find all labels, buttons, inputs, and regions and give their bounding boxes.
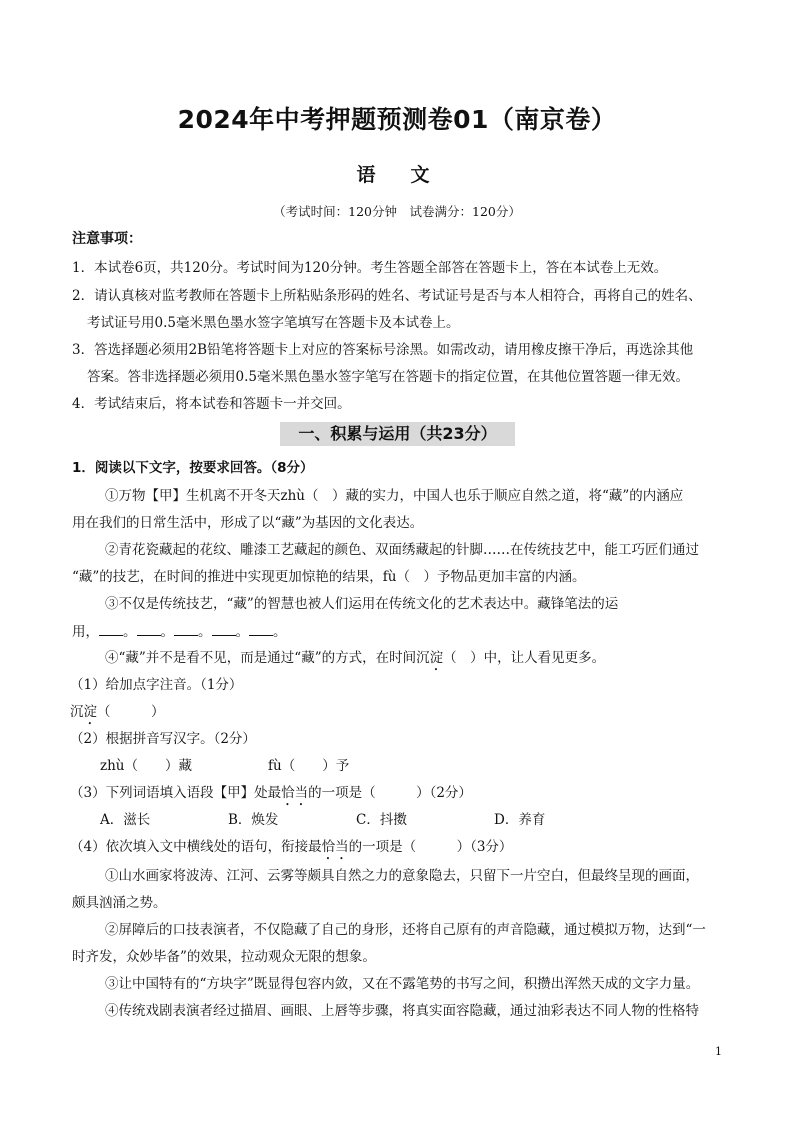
sentence-sep: 。 [198,624,212,640]
subquestion-1: （1）给加点字注音。（1分） [70,677,243,693]
subquestion-4-pre: （4）依次填入文中横线处的语句，衔接最 [70,839,322,855]
paragraph-2b: “藏”的技艺，在时间的推进中实现更加惊艳的结果，fù（ ）予物品更加丰富的内涵。 [72,569,586,585]
subject-title: 语 文 [356,164,438,186]
question-1-stem: 1．阅读以下文字，按要求回答。（8分） [72,460,314,476]
subquestion-2-answers [100,757,724,775]
paragraph-3b-prefix: 用， [72,624,99,640]
section-heading: 一、积累与运用（共23分） [280,422,515,446]
paragraph-3a: ③不仅是传统技艺，“藏”的智慧也被人们运用在传统文化的艺术表达中。藏锋笔法的运 [105,596,619,612]
subquestion-3-options [100,811,724,829]
sentence-2a: ②屏障后的口技表演者，不仅隐藏了自己的身形，还将自己原有的声音隐藏，通过模拟万物，达到“一 [105,922,706,938]
fill-blank-5[interactable] [249,622,273,636]
pinyin-answer-a[interactable]: zhù（ ）藏 [100,758,193,774]
option-c[interactable]: C．抖擞 [356,812,407,828]
paragraph-4 [105,649,724,674]
sentence-1a: ①山水画家将波涛、江河、云雾等颇具自然之力的意象隐去，只留下一片空白，但最终呈现的画面， [105,868,699,884]
subquestion-4 [70,838,724,863]
sentence-3: ③让中国特有的“方块字”既显得包容内敛，又在不露笔势的书写之间，积攒出浑然天成的文字力量。 [105,976,700,992]
paragraph-1b: 用在我们的日常生活中，形成了以“藏”为基因的文化表达。 [72,515,424,531]
dotted-char: 淀 [429,650,444,666]
notice-item-3a: 3．答选择题必须用2B铅笔将答题卡上对应的答案标号涂黑。如需改动，请用橡皮擦干净后，再选涂其他 [72,342,694,358]
subquestion-2: （2）根据拼音写汉字。（2分） [70,731,256,747]
notice-item-2a: 2．请认真核对监考教师在答题卡上所粘贴条形码的姓名、考试证号是否与本人相符合，再将自己的姓名、 [72,288,702,304]
page-number: 1 [715,1045,722,1058]
sentence-1b: 颇具汹涌之势。 [72,895,167,911]
sentence-sep: 。 [235,624,249,640]
paragraph-4-post: （ ）中，让人看见更多。 [443,650,606,666]
paragraph-1a: ①万物【甲】生机离不开冬天zhù（ ）藏的实力，中国人也乐于顺应自然之道，将“藏”的内涵应 [105,488,684,504]
exam-meta: （考试时间：120分钟 试卷满分：120分） [273,204,521,219]
subquestion-3 [70,784,724,809]
paragraph-2a: ②青花瓷藏起的花纹、雕漆工艺藏起的颜色、双面绣藏起的针脚……在传统技艺中，能工巧匠们通过 [105,542,699,558]
answer-slot[interactable]: （ ） [97,704,165,720]
fill-blank-4[interactable] [212,622,236,636]
paragraph-4-pre: ④“藏”并不是看不见，而是通过“藏”的方式，在时间沉 [105,650,430,666]
pinyin-answer-b[interactable]: fù（ ）予 [268,758,350,774]
sentence-4: ④传统戏剧表演者经过描眉、画眼、上唇等步骤，将真实面容隐藏，通过油彩表达不同人物的性格特 [105,1003,699,1019]
sentence-sep: 。 [123,624,137,640]
paragraph-3b [72,622,724,641]
sentence-2b: 时齐发，众妙毕备”的效果，拉动观众无限的想象。 [72,949,376,965]
option-d[interactable]: D．养育 [494,812,546,828]
notice-heading: 注意事项： [72,231,142,247]
dotted-char: 淀 [83,704,97,720]
subquestion-4-post: 的一项是（ ）（3分） [348,839,513,855]
notice-item-1: 1．本试卷6页，共120分。考试时间为120分钟。考生答题全部答在答题卡上，答在本试卷上无效。 [72,260,668,276]
notice-item-2b: 考试证号用0.5毫米黑色墨水签字笔填写在答题卡及本试卷上。 [87,315,460,331]
subquestion-3-pre: （3）下列词语填入语段【甲】处最 [70,785,282,801]
fill-blank-3[interactable] [174,622,198,636]
option-a[interactable]: A．滋长 [100,812,151,828]
notice-item-4: 4．考试结束后，将本试卷和答题卡一并交回。 [72,396,351,412]
sentence-sep: 。 [273,624,287,640]
dotted-word: 恰当 [281,785,309,801]
subquestion-3-post: 的一项是（ ）（2分） [308,785,472,801]
fill-blank-1[interactable] [99,622,123,636]
exam-title: 2024年中考押题预测卷01（南京卷） [177,105,617,134]
fill-blank-2[interactable] [137,622,161,636]
dotted-word: 恰当 [321,839,349,855]
subquestion-1-answer [70,703,724,728]
notice-item-3b: 答案。答非选择题必须用0.5毫米黑色墨水签字笔写在答题卡的指定位置，在其他位置答题一律无效。 [87,369,689,385]
option-b[interactable]: B．焕发 [228,812,279,828]
answer-prefix: 沉 [70,704,84,720]
sentence-sep: 。 [160,624,174,640]
